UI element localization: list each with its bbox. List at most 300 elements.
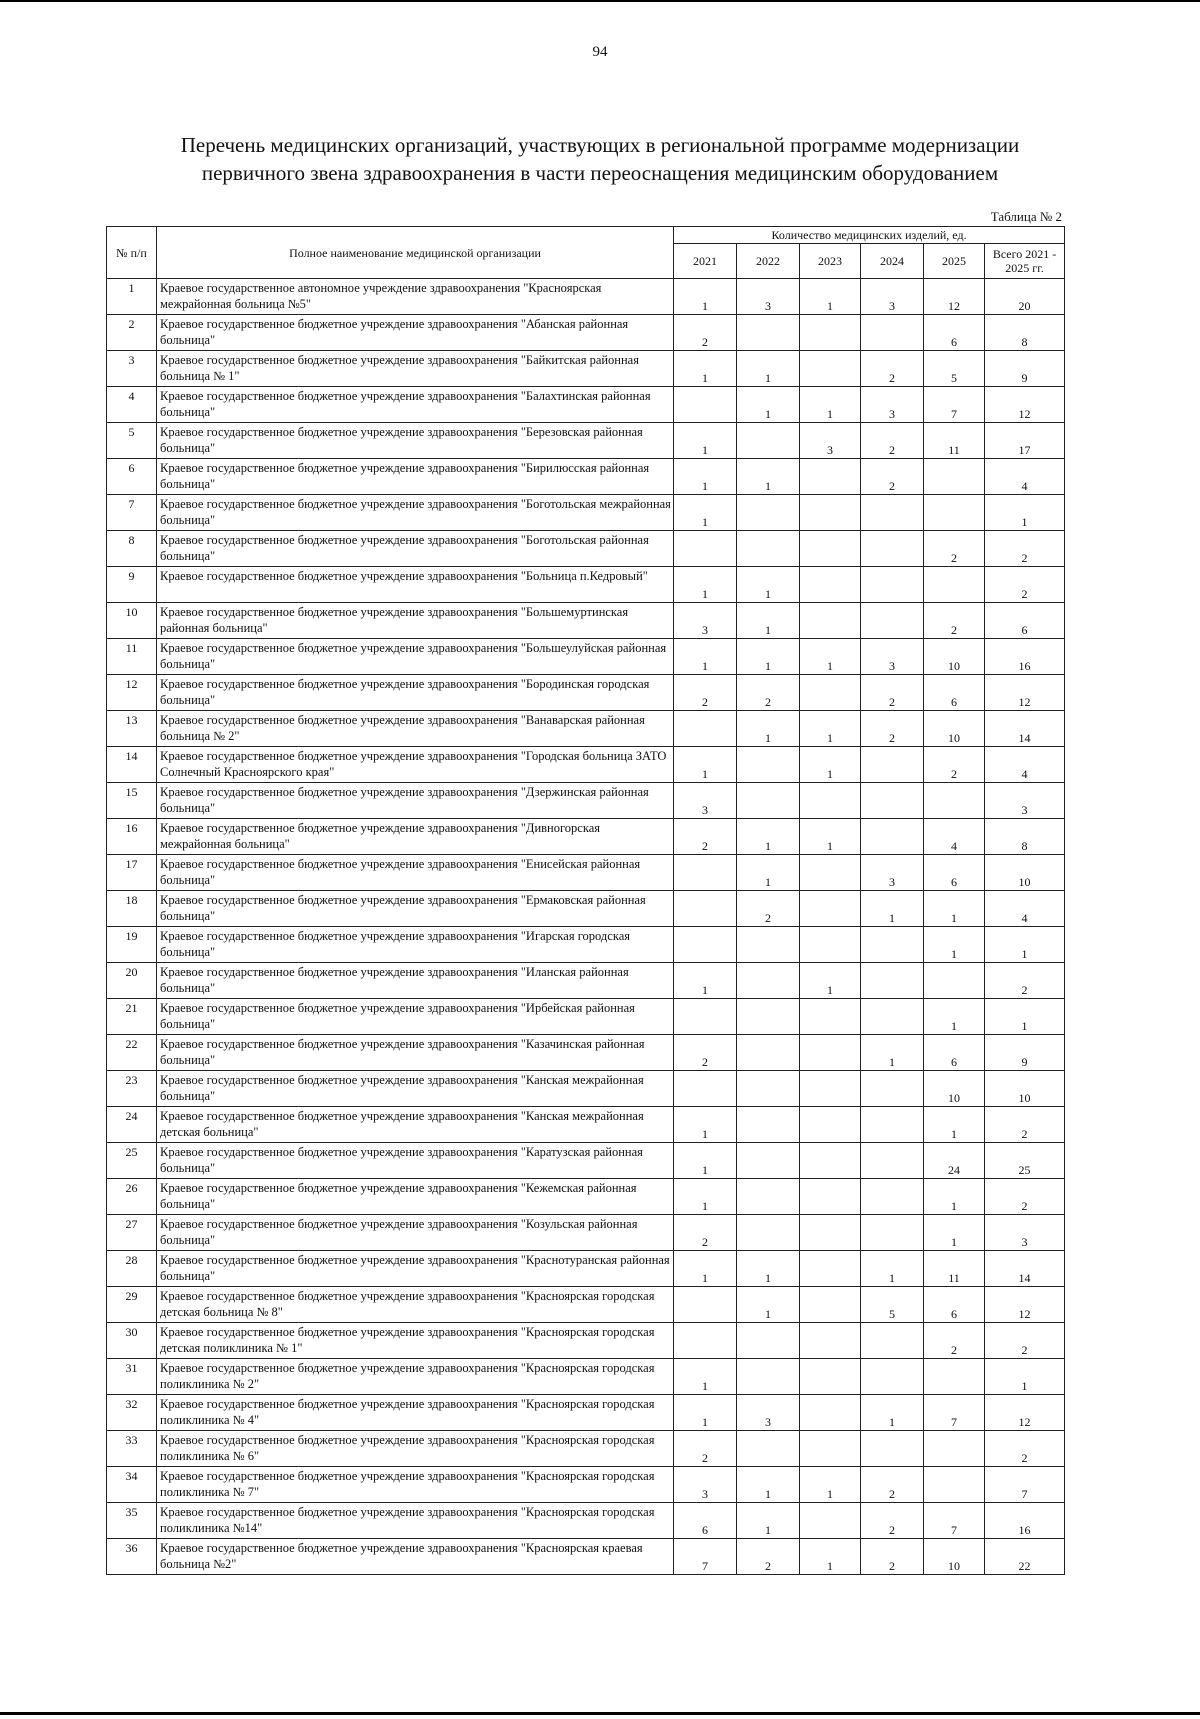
organization-name: Краевое государственное автономное учреждение здравоохранения "Красноярская межрайонная больница №5" — [157, 279, 674, 315]
cell-2025: 11 — [924, 423, 985, 459]
organization-name: Краевое государственное бюджетное учреждение здравоохранения "Красноярская городская поликлиника №14" — [157, 1503, 674, 1539]
cell-2023 — [800, 351, 861, 387]
row-number: 21 — [107, 999, 157, 1035]
organization-name: Краевое государственное бюджетное учреждение здравоохранения "Боготольская межрайонная больница" — [157, 495, 674, 531]
cell-total: 6 — [985, 603, 1065, 639]
table-label: Таблица № 2 — [990, 209, 1062, 224]
cell-2024: 3 — [861, 855, 924, 891]
cell-2022: 1 — [737, 639, 800, 675]
organization-name: Краевое государственное бюджетное учреждение здравоохранения "Красноярская краевая больница №2" — [157, 1539, 674, 1575]
cell-total: 2 — [985, 531, 1065, 567]
page-number: 94 — [592, 44, 608, 60]
cell-2022: 1 — [737, 1251, 800, 1287]
cell-2022 — [737, 1323, 800, 1359]
cell-2021: 1 — [674, 1395, 737, 1431]
row-number: 19 — [107, 927, 157, 963]
cell-2024: 2 — [861, 1539, 924, 1575]
cell-2021: 1 — [674, 567, 737, 603]
cell-2022: 1 — [737, 855, 800, 891]
cell-2021: 1 — [674, 423, 737, 459]
cell-2025: 10 — [924, 711, 985, 747]
cell-2022 — [737, 963, 800, 999]
cell-2023 — [800, 495, 861, 531]
cell-2024: 1 — [861, 1035, 924, 1071]
header-name: Полное наименование медицинской организации — [157, 227, 674, 279]
cell-2023: 1 — [800, 747, 861, 783]
organization-name: Краевое государственное бюджетное учреждение здравоохранения "Березовская районная больница" — [157, 423, 674, 459]
cell-2021 — [674, 387, 737, 423]
row-number: 11 — [107, 639, 157, 675]
row-number: 12 — [107, 675, 157, 711]
cell-2024 — [861, 963, 924, 999]
organization-name: Краевое государственное бюджетное учреждение здравоохранения "Бородинская городская больница" — [157, 675, 674, 711]
cell-2023 — [800, 531, 861, 567]
cell-2024: 2 — [861, 1467, 924, 1503]
cell-2024 — [861, 315, 924, 351]
organization-name: Краевое государственное бюджетное учреждение здравоохранения "Балахтинская районная больница" — [157, 387, 674, 423]
cell-2022 — [737, 783, 800, 819]
table-row — [107, 1287, 1065, 1323]
cell-total: 14 — [985, 711, 1065, 747]
cell-2025: 6 — [924, 1035, 985, 1071]
row-number: 25 — [107, 1143, 157, 1179]
cell-2025: 7 — [924, 387, 985, 423]
cell-2024 — [861, 567, 924, 603]
cell-total: 22 — [985, 1539, 1065, 1575]
table-row — [107, 963, 1065, 999]
row-number: 5 — [107, 423, 157, 459]
cell-2022: 1 — [737, 1287, 800, 1323]
cell-2025: 10 — [924, 1539, 985, 1575]
table-body — [107, 279, 1065, 1575]
cell-2024 — [861, 783, 924, 819]
row-number: 15 — [107, 783, 157, 819]
cell-2025: 2 — [924, 531, 985, 567]
cell-2021 — [674, 927, 737, 963]
document-title — [60, 131, 1140, 187]
cell-2025 — [924, 1431, 985, 1467]
cell-total: 25 — [985, 1143, 1065, 1179]
table-row — [107, 1143, 1065, 1179]
table-row — [107, 1251, 1065, 1287]
cell-2023: 1 — [800, 279, 861, 315]
cell-2022: 3 — [737, 1395, 800, 1431]
row-number: 28 — [107, 1251, 157, 1287]
organization-name: Краевое государственное бюджетное учреждение здравоохранения "Енисейская районная больница" — [157, 855, 674, 891]
cell-total: 1 — [985, 1359, 1065, 1395]
cell-2021: 1 — [674, 351, 737, 387]
cell-2025: 1 — [924, 999, 985, 1035]
cell-total: 8 — [985, 315, 1065, 351]
cell-2023 — [800, 927, 861, 963]
table-row — [107, 351, 1065, 387]
cell-2021: 2 — [674, 1215, 737, 1251]
table-row — [107, 711, 1065, 747]
cell-2023 — [800, 1143, 861, 1179]
cell-2024 — [861, 1143, 924, 1179]
organization-name: Краевое государственное бюджетное учреждение здравоохранения "Каратузская районная больница" — [157, 1143, 674, 1179]
organization-name: Краевое государственное бюджетное учреждение здравоохранения "Красноярская городская поликлиника № 2" — [157, 1359, 674, 1395]
organization-name: Краевое государственное бюджетное учреждение здравоохранения "Ванаварская районная больница № 2" — [157, 711, 674, 747]
cell-2024: 3 — [861, 387, 924, 423]
cell-2025 — [924, 495, 985, 531]
organization-name: Краевое государственное бюджетное учреждение здравоохранения "Кежемская районная больница" — [157, 1179, 674, 1215]
cell-total: 17 — [985, 423, 1065, 459]
cell-2023 — [800, 315, 861, 351]
cell-2022: 1 — [737, 1467, 800, 1503]
cell-2021: 2 — [674, 819, 737, 855]
cell-2024: 2 — [861, 351, 924, 387]
row-number: 30 — [107, 1323, 157, 1359]
cell-2025: 7 — [924, 1395, 985, 1431]
cell-total: 10 — [985, 1071, 1065, 1107]
table-row — [107, 927, 1065, 963]
cell-2021 — [674, 1323, 737, 1359]
row-number: 33 — [107, 1431, 157, 1467]
bottom-border — [0, 1712, 1200, 1715]
table-row — [107, 423, 1065, 459]
cell-2023 — [800, 1215, 861, 1251]
header-year-2023: 2023 — [800, 244, 861, 279]
cell-2025: 6 — [924, 315, 985, 351]
cell-2024: 3 — [861, 279, 924, 315]
cell-2021: 7 — [674, 1539, 737, 1575]
row-number: 16 — [107, 819, 157, 855]
cell-2021: 1 — [674, 459, 737, 495]
header-year-2022: 2022 — [737, 244, 800, 279]
cell-2024 — [861, 819, 924, 855]
header-total: Всего 2021 - 2025 гг. — [985, 244, 1065, 279]
cell-2023: 1 — [800, 711, 861, 747]
cell-total: 8 — [985, 819, 1065, 855]
cell-2023 — [800, 1071, 861, 1107]
row-number: 32 — [107, 1395, 157, 1431]
organization-name: Краевое государственное бюджетное учреждение здравоохранения "Бирилюсская районная больница" — [157, 459, 674, 495]
organization-name: Краевое государственное бюджетное учреждение здравоохранения "Игарская городская больница" — [157, 927, 674, 963]
table-row — [107, 1179, 1065, 1215]
cell-2022 — [737, 315, 800, 351]
cell-2025 — [924, 963, 985, 999]
organization-name: Краевое государственное бюджетное учреждение здравоохранения "Казачинская районная больница" — [157, 1035, 674, 1071]
cell-2023 — [800, 1323, 861, 1359]
cell-2025: 12 — [924, 279, 985, 315]
cell-2025: 1 — [924, 1215, 985, 1251]
table-row — [107, 459, 1065, 495]
cell-total: 2 — [985, 963, 1065, 999]
row-number: 7 — [107, 495, 157, 531]
cell-total: 16 — [985, 1503, 1065, 1539]
cell-2023 — [800, 999, 861, 1035]
cell-2021: 1 — [674, 747, 737, 783]
table-row — [107, 1215, 1065, 1251]
cell-total: 3 — [985, 783, 1065, 819]
cell-2023 — [800, 783, 861, 819]
cell-total: 2 — [985, 1431, 1065, 1467]
cell-2023 — [800, 675, 861, 711]
cell-total: 9 — [985, 1035, 1065, 1071]
cell-2022 — [737, 999, 800, 1035]
row-number: 3 — [107, 351, 157, 387]
cell-2022: 3 — [737, 279, 800, 315]
cell-total: 7 — [985, 1467, 1065, 1503]
cell-2023 — [800, 1287, 861, 1323]
row-number: 18 — [107, 891, 157, 927]
cell-2021: 2 — [674, 675, 737, 711]
cell-2022: 2 — [737, 675, 800, 711]
cell-total: 12 — [985, 1287, 1065, 1323]
cell-2025 — [924, 783, 985, 819]
cell-total: 1 — [985, 927, 1065, 963]
cell-2024: 2 — [861, 459, 924, 495]
table-row — [107, 495, 1065, 531]
organization-name: Краевое государственное бюджетное учреждение здравоохранения "Красноярская городская поликлиника № 4" — [157, 1395, 674, 1431]
cell-2024: 2 — [861, 711, 924, 747]
cell-2025: 10 — [924, 639, 985, 675]
organization-name: Краевое государственное бюджетное учреждение здравоохранения "Абанская районная больница" — [157, 315, 674, 351]
table-row — [107, 1323, 1065, 1359]
cell-2023 — [800, 1395, 861, 1431]
cell-2025: 1 — [924, 1107, 985, 1143]
cell-2023 — [800, 1179, 861, 1215]
cell-2022 — [737, 1107, 800, 1143]
cell-2022 — [737, 1071, 800, 1107]
row-number: 13 — [107, 711, 157, 747]
cell-2025: 11 — [924, 1251, 985, 1287]
cell-2024 — [861, 495, 924, 531]
cell-2021 — [674, 999, 737, 1035]
cell-2025 — [924, 1467, 985, 1503]
cell-2021: 1 — [674, 639, 737, 675]
cell-total: 1 — [985, 495, 1065, 531]
organization-name: Краевое государственное бюджетное учреждение здравоохранения "Байкитская районная больница № 1" — [157, 351, 674, 387]
organization-name: Краевое государственное бюджетное учреждение здравоохранения "Ирбейская районная больница" — [157, 999, 674, 1035]
organization-name: Краевое государственное бюджетное учреждение здравоохранения "Иланская районная больница" — [157, 963, 674, 999]
cell-2023: 1 — [800, 639, 861, 675]
table-row — [107, 603, 1065, 639]
table-row — [107, 855, 1065, 891]
cell-2023 — [800, 1503, 861, 1539]
cell-2021: 3 — [674, 1467, 737, 1503]
cell-2025: 5 — [924, 351, 985, 387]
cell-2021: 2 — [674, 1431, 737, 1467]
cell-2022 — [737, 1143, 800, 1179]
cell-2024: 1 — [861, 1395, 924, 1431]
organization-name: Краевое государственное бюджетное учреждение здравоохранения "Боготольская районная больница" — [157, 531, 674, 567]
table-row — [107, 675, 1065, 711]
cell-2021: 6 — [674, 1503, 737, 1539]
cell-2025: 2 — [924, 603, 985, 639]
cell-2025: 10 — [924, 1071, 985, 1107]
cell-2024: 2 — [861, 1503, 924, 1539]
row-number: 8 — [107, 531, 157, 567]
cell-2024: 5 — [861, 1287, 924, 1323]
cell-2021 — [674, 1071, 737, 1107]
row-number: 23 — [107, 1071, 157, 1107]
cell-2024 — [861, 1071, 924, 1107]
organization-name: Краевое государственное бюджетное учреждение здравоохранения "Больница п.Кедровый" — [157, 567, 674, 603]
cell-2023 — [800, 459, 861, 495]
cell-2024: 3 — [861, 639, 924, 675]
cell-total: 2 — [985, 567, 1065, 603]
cell-total: 2 — [985, 1107, 1065, 1143]
table-row — [107, 315, 1065, 351]
organization-name: Краевое государственное бюджетное учреждение здравоохранения "Дзержинская районная больница" — [157, 783, 674, 819]
cell-2022: 1 — [737, 1503, 800, 1539]
cell-2021 — [674, 711, 737, 747]
cell-2022 — [737, 1431, 800, 1467]
cell-2022: 1 — [737, 567, 800, 603]
table-row — [107, 819, 1065, 855]
row-number: 22 — [107, 1035, 157, 1071]
cell-2021: 1 — [674, 1107, 737, 1143]
row-number: 17 — [107, 855, 157, 891]
cell-2025 — [924, 1359, 985, 1395]
cell-2024 — [861, 1359, 924, 1395]
cell-2021 — [674, 531, 737, 567]
cell-total: 4 — [985, 891, 1065, 927]
table-row — [107, 1071, 1065, 1107]
cell-2025: 6 — [924, 1287, 985, 1323]
table-row — [107, 639, 1065, 675]
organization-name: Краевое государственное бюджетное учреждение здравоохранения "Большемуртинская районная больница" — [157, 603, 674, 639]
cell-2021: 2 — [674, 315, 737, 351]
table-row — [107, 1503, 1065, 1539]
organization-name: Краевое государственное бюджетное учреждение здравоохранения "Большеулуйская районная больница" — [157, 639, 674, 675]
equipment-table — [106, 226, 1065, 1575]
cell-2024: 2 — [861, 423, 924, 459]
cell-2021: 1 — [674, 1179, 737, 1215]
cell-2023 — [800, 567, 861, 603]
cell-2024 — [861, 999, 924, 1035]
cell-2022: 2 — [737, 891, 800, 927]
table-row — [107, 891, 1065, 927]
cell-2024 — [861, 1215, 924, 1251]
cell-2021: 1 — [674, 279, 737, 315]
cell-2024 — [861, 1107, 924, 1143]
organization-name: Краевое государственное бюджетное учреждение здравоохранения "Канская межрайонная больница" — [157, 1071, 674, 1107]
cell-2025: 4 — [924, 819, 985, 855]
cell-2024: 1 — [861, 1251, 924, 1287]
table-row — [107, 1431, 1065, 1467]
cell-total: 1 — [985, 999, 1065, 1035]
cell-2021 — [674, 1287, 737, 1323]
table-row — [107, 567, 1065, 603]
cell-2022 — [737, 1359, 800, 1395]
cell-2023: 1 — [800, 819, 861, 855]
cell-2023 — [800, 1431, 861, 1467]
organization-name: Краевое государственное бюджетное учреждение здравоохранения "Ермаковская районная больница" — [157, 891, 674, 927]
top-border — [0, 0, 1200, 2]
organization-name: Краевое государственное бюджетное учреждение здравоохранения "Канская межрайонная детская больница" — [157, 1107, 674, 1143]
cell-2023: 3 — [800, 423, 861, 459]
cell-total: 4 — [985, 459, 1065, 495]
cell-2024 — [861, 1323, 924, 1359]
cell-2022 — [737, 423, 800, 459]
header-num: № п/п — [107, 227, 157, 279]
cell-2022 — [737, 1179, 800, 1215]
cell-2022: 1 — [737, 819, 800, 855]
cell-2021: 1 — [674, 1251, 737, 1287]
cell-2021: 1 — [674, 963, 737, 999]
cell-2024 — [861, 927, 924, 963]
table-row — [107, 999, 1065, 1035]
row-number: 35 — [107, 1503, 157, 1539]
cell-2021: 3 — [674, 603, 737, 639]
cell-2023: 1 — [800, 387, 861, 423]
cell-total: 12 — [985, 387, 1065, 423]
cell-2024: 1 — [861, 891, 924, 927]
table-row — [107, 1539, 1065, 1575]
cell-2025: 24 — [924, 1143, 985, 1179]
organization-name: Краевое государственное бюджетное учреждение здравоохранения "Красноярская городская детская больница № 8" — [157, 1287, 674, 1323]
cell-2021: 2 — [674, 1035, 737, 1071]
cell-total: 20 — [985, 279, 1065, 315]
row-number: 9 — [107, 567, 157, 603]
cell-total: 3 — [985, 1215, 1065, 1251]
cell-2023: 1 — [800, 1467, 861, 1503]
header-year-2021: 2021 — [674, 244, 737, 279]
cell-2022: 1 — [737, 711, 800, 747]
cell-2021: 3 — [674, 783, 737, 819]
cell-2024 — [861, 603, 924, 639]
cell-2024 — [861, 1431, 924, 1467]
cell-2022: 1 — [737, 387, 800, 423]
row-number: 26 — [107, 1179, 157, 1215]
table-row — [107, 279, 1065, 315]
cell-2025: 6 — [924, 675, 985, 711]
organization-name: Краевое государственное бюджетное учреждение здравоохранения "Красноярская городская поликлиника № 6" — [157, 1431, 674, 1467]
cell-2023 — [800, 1251, 861, 1287]
organization-name: Краевое государственное бюджетное учреждение здравоохранения "Краснотуранская районная больница" — [157, 1251, 674, 1287]
row-number: 6 — [107, 459, 157, 495]
row-number: 4 — [107, 387, 157, 423]
cell-2025: 2 — [924, 1323, 985, 1359]
row-number: 1 — [107, 279, 157, 315]
cell-2022: 1 — [737, 459, 800, 495]
cell-2021: 1 — [674, 1359, 737, 1395]
cell-2022: 2 — [737, 1539, 800, 1575]
organization-name: Краевое государственное бюджетное учреждение здравоохранения "Городская больница ЗАТО Солнечный Красноярского края" — [157, 747, 674, 783]
cell-2025: 1 — [924, 891, 985, 927]
row-number: 10 — [107, 603, 157, 639]
cell-2023 — [800, 1035, 861, 1071]
cell-2025: 7 — [924, 1503, 985, 1539]
organization-name: Краевое государственное бюджетное учреждение здравоохранения "Дивногорская межрайонная больница" — [157, 819, 674, 855]
cell-2023: 1 — [800, 1539, 861, 1575]
row-number: 20 — [107, 963, 157, 999]
cell-2022: 1 — [737, 603, 800, 639]
row-number: 2 — [107, 315, 157, 351]
title-line-2: первичного звена здравоохранения в части переоснащения медицинским оборудованием — [201, 161, 999, 185]
title-line-1: Перечень медицинских организаций, участвующих в региональной программе модернизации — [180, 133, 1020, 157]
cell-2025 — [924, 567, 985, 603]
cell-total: 16 — [985, 639, 1065, 675]
table-row — [107, 783, 1065, 819]
cell-2023 — [800, 603, 861, 639]
row-number: 31 — [107, 1359, 157, 1395]
cell-total: 2 — [985, 1179, 1065, 1215]
header-year-2024: 2024 — [861, 244, 924, 279]
row-number: 27 — [107, 1215, 157, 1251]
row-number: 14 — [107, 747, 157, 783]
header-year-2025: 2025 — [924, 244, 985, 279]
cell-2024: 2 — [861, 675, 924, 711]
cell-2025: 2 — [924, 747, 985, 783]
cell-2022 — [737, 927, 800, 963]
cell-2022 — [737, 531, 800, 567]
cell-2021 — [674, 891, 737, 927]
cell-total: 2 — [985, 1323, 1065, 1359]
